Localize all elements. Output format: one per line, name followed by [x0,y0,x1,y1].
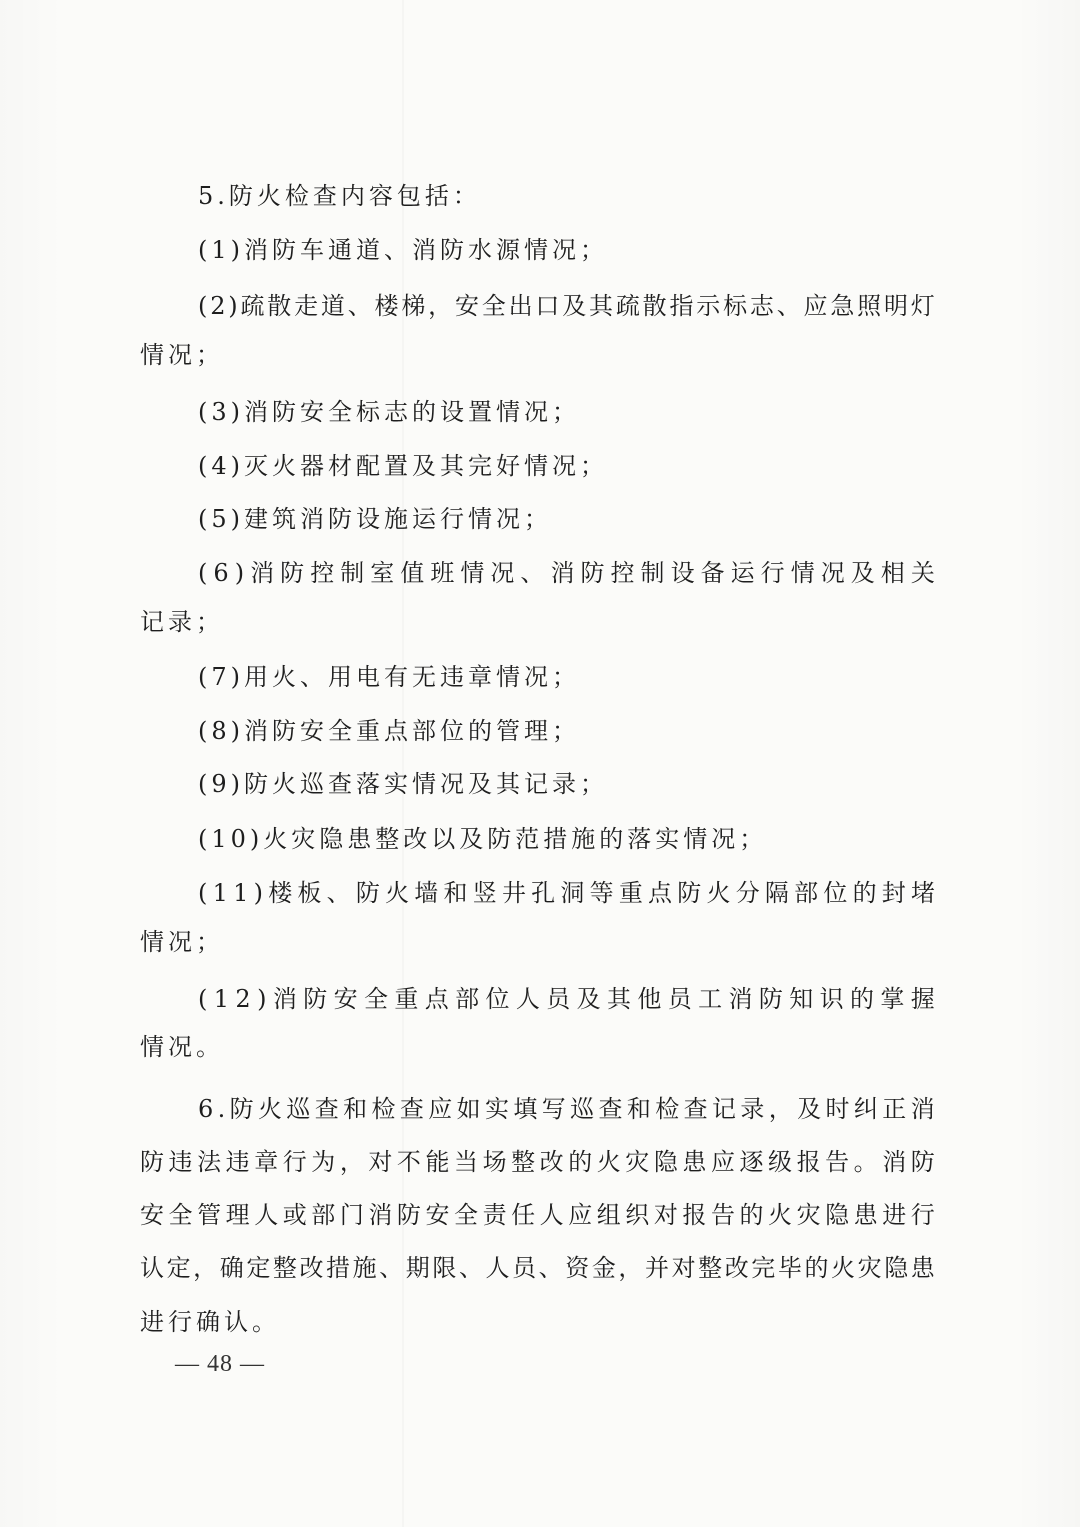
item-6-line-5: 进行确认。 [140,1308,280,1336]
item-5-3-line-1: (3)消防安全标志的设置情况； [198,398,580,426]
item-5-11-line-2: 情况； [140,928,224,956]
item-5-2-line-1: ( 2 ) 疏 散 走 道 、 楼 梯 ， 安 全 出 口 及 其 疏 散 指 示 标 志 、 应 急 照 明 灯 [198,292,935,320]
item-5-12-line-1: ( 1 2 ) 消 防 安 全 重 点 部 位 人 员 及 其 他 员 工 消 防 知 识 的 掌 握 [198,985,935,1013]
item-5-heading-line-1: 5.防火检查内容包括： [198,182,481,210]
item-6-line-1: 6 . 防 火 巡 查 和 检 查 应 如 实 填 写 巡 查 和 检 查 记 录 ， 及 时 纠 正 消 [198,1095,935,1123]
item-5-6-line-1: ( 6 ) 消 防 控 制 室 值 班 情 况 、 消 防 控 制 设 备 运 行 情 况 及 相 关 [198,559,935,587]
item-6-line-2: 防 违 法 违 章 行 为 ， 对 不 能 当 场 整 改 的 火 灾 隐 患 应 逐 级 报 告 。 消 防 [140,1148,935,1176]
item-5-1-line-1: (1)消防车通道、消防水源情况； [198,236,608,264]
item-5-4-line-1: (4)灭火器材配置及其完好情况； [198,452,608,480]
item-5-6-line-2: 记录； [140,608,224,636]
item-5-11-line-1: ( 1 1 ) 楼 板 、 防 火 墙 和 竖 井 孔 洞 等 重 点 防 火 分 隔 部 位 的 封 堵 [198,879,935,907]
page-fold-shadow [402,0,404,1527]
item-5-8-line-1: (8)消防安全重点部位的管理； [198,717,580,745]
page-number: — 48 — [175,1351,265,1377]
item-6-line-4: 认 定 ， 确 定 整 改 措 施 、 期 限 、 人 员 、 资 金 ， 并 对 整 改 完 毕 的 火 灾 隐 患 [140,1254,935,1282]
item-5-2-line-2: 情况； [140,341,224,369]
item-5-10-line-1: (10)火灾隐患整改以及防范措施的落实情况； [198,825,768,853]
item-6-line-3: 安 全 管 理 人 或 部 门 消 防 安 全 责 任 人 应 组 织 对 报 告 的 火 灾 隐 患 进 行 [140,1201,935,1229]
item-5-7-line-1: (7)用火、用电有无违章情况； [198,663,580,691]
item-5-5-line-1: (5)建筑消防设施运行情况； [198,505,552,533]
item-5-9-line-1: (9)防火巡查落实情况及其记录； [198,770,608,798]
item-5-12-line-2: 情况。 [140,1033,224,1061]
